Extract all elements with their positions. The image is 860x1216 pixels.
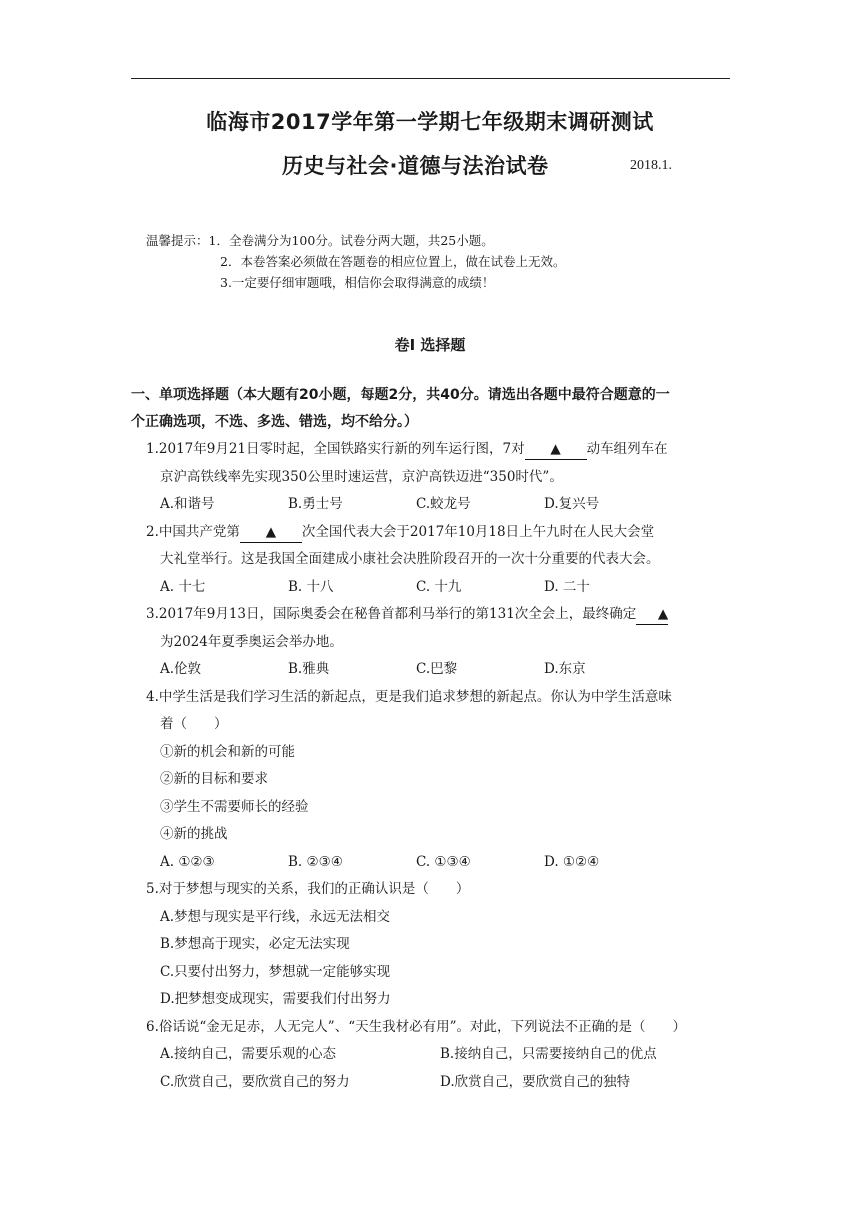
option: D.复兴号	[544, 496, 600, 512]
question-4-stem: 4.中学生活是我们学习生活的新起点，更是我们追求梦想的新起点。你认为中学生活意味	[146, 688, 672, 705]
option: B. ②③④	[288, 853, 343, 870]
option: C.欣赏自己，要欣赏自己的努力	[160, 1073, 350, 1090]
option: D.东京	[544, 661, 586, 677]
question-2-options	[146, 574, 736, 602]
option: B.雅典	[288, 661, 330, 677]
part-instructions-line: 个正确选项，不选、多选、错选，均不给分。）	[131, 414, 418, 430]
option: D. 二十	[544, 578, 590, 595]
option: B.接纳自己，只需要接纳自己的优点	[440, 1046, 657, 1062]
part-instructions-line: 一、单项选择题（本大题有20小题，每题2分，共40分。请选出各题中最符合题意的一	[131, 387, 670, 403]
question-3-options	[146, 656, 736, 684]
option: B. 十八	[288, 578, 334, 595]
option: A. ①②③	[160, 853, 215, 870]
question-4-stem-cont: 着（ ）	[160, 716, 228, 732]
exam-date: 2018.1.	[630, 158, 672, 173]
option: B.勇士号	[288, 496, 343, 512]
question-6-options	[146, 1069, 736, 1097]
question-4-item: ④新的挑战	[160, 826, 228, 842]
exam-title: 临海市2017学年第一学期七年级期末调研测试	[206, 110, 654, 134]
option: A.接纳自己，需要乐观的心态	[160, 1046, 337, 1062]
option: A. 十七	[160, 578, 206, 595]
question-4-options	[146, 849, 736, 877]
question-6-options	[146, 1041, 736, 1069]
tip-item: 3.一定要仔细审题哦，相信你会取得满意的成绩！	[220, 275, 495, 290]
question-1-options	[146, 491, 736, 519]
tips-label: 温馨提示：	[146, 233, 209, 248]
tip-item: 2．本卷答案必须做在答题卷的相应位置上，做在试卷上无效。	[220, 254, 566, 269]
option: A.梦想与现实是平行线，永远无法相交	[160, 908, 391, 925]
option: C.只要付出努力，梦想就一定能够实现	[160, 963, 391, 980]
option: C.巴黎	[416, 661, 458, 677]
tips-block	[146, 230, 565, 293]
question-3-stem: 3.2017年9月13日，国际奥委会在秘鲁首都利马举行的第131次全会上，最终确定 ▲	[146, 601, 736, 629]
option: A.和谐号	[160, 496, 215, 512]
option: D.欣赏自己，要欣赏自己的独特	[440, 1073, 631, 1090]
option: C.蛟龙号	[416, 496, 471, 512]
tip-item: 1．全卷满分为100分。试卷分两大题，共25小题。	[208, 233, 494, 248]
question-2-stem: 2.中国共产党第 ▲ 次全国代表大会于2017年10月18日上午九时在人民大会堂	[146, 519, 736, 547]
option: C. ①③④	[416, 853, 471, 870]
question-list	[146, 436, 736, 1096]
question-4-item: ①新的机会和新的可能	[160, 743, 295, 760]
answer-blank: ▲	[240, 522, 302, 543]
question-4-item: ③学生不需要师长的经验	[160, 798, 309, 815]
exam-subtitle: 历史与社会·道德与法治试卷	[282, 154, 549, 178]
option: A.伦敦	[160, 661, 202, 677]
question-2-stem-cont: 大礼堂举行。这是我国全面建成小康社会决胜阶段召开的一次十分重要的代表大会。	[160, 551, 660, 567]
answer-blank: ▲	[636, 604, 668, 625]
question-5-stem: 5.对于梦想与现实的关系，我们的正确认识是（ ）	[146, 881, 470, 897]
part-instructions	[131, 382, 736, 436]
question-6-stem: 6.俗话说“金无足赤，人无完人”、“天生我材必有用”。对此，下列说法不正确的是（ ）	[146, 1018, 686, 1035]
option: D.把梦想变成现实，需要我们付出努力	[160, 991, 391, 1007]
question-3-stem-cont: 为2024年夏季奥运会举办地。	[160, 633, 343, 650]
section-title: 卷Ⅰ 选择题	[394, 336, 466, 354]
option: C. 十九	[416, 578, 462, 595]
question-1-stem: 1.2017年9月21日零时起，全国铁路实行新的列车运行图，7对 ▲ 动车组列车在	[146, 436, 736, 464]
header-rule	[131, 78, 730, 79]
answer-blank: ▲	[525, 439, 587, 460]
option: B.梦想高于现实，必定无法实现	[160, 936, 350, 952]
question-1-stem-cont: 京沪高铁线率先实现350公里时速运营，京沪高铁迈进“350时代”。	[160, 468, 563, 485]
option: D. ①②④	[544, 853, 600, 870]
question-4-item: ②新的目标和要求	[160, 771, 268, 787]
